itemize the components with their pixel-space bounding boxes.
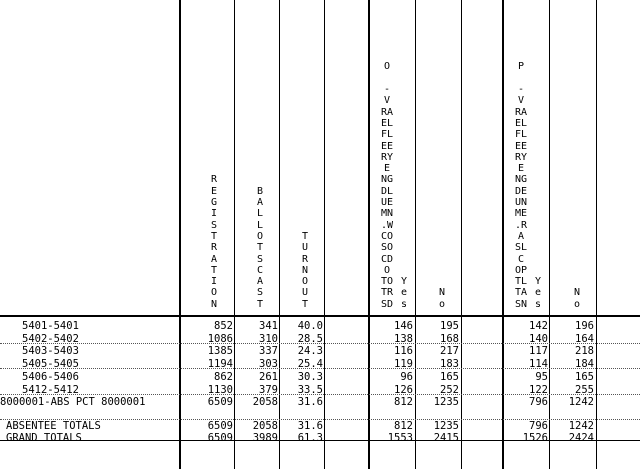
header-text: Y e s	[534, 276, 542, 310]
cell-registration: 6509	[207, 432, 233, 444]
cell-p-yes: 1526	[522, 432, 548, 444]
cell-turnout: 31.6	[297, 420, 323, 432]
cell-o-yes: 138	[394, 332, 413, 345]
cell-p-yes: 122	[529, 383, 548, 396]
cell-ballots: 337	[259, 345, 278, 358]
cell-p-yes: 142	[529, 320, 548, 332]
cell-registration: 852	[214, 320, 233, 332]
cell-o-yes: 1553	[387, 432, 413, 444]
header-ballots-cast	[252, 0, 268, 310]
cell-o-yes: 116	[394, 345, 413, 358]
cell-p-no: 1242	[568, 396, 594, 409]
cell-p-yes: 117	[529, 345, 548, 358]
cell-ballots: 303	[259, 358, 278, 371]
header-text: B A L L O T S	[256, 185, 264, 265]
header-prop-o-title	[377, 0, 397, 310]
cell-turnout: 25.4	[297, 358, 323, 371]
cell-p-no: 196	[575, 320, 594, 332]
row-label: 5402-5402	[22, 332, 79, 345]
cell-turnout: 24.3	[297, 345, 323, 358]
cell-registration: 1086	[207, 332, 233, 345]
row-label: 5412-5412	[22, 383, 79, 396]
cell-o-no: 1235	[433, 420, 459, 432]
cell-o-no: 217	[440, 345, 459, 358]
cell-ballots: 2058	[252, 420, 278, 432]
header-text: Y e s	[400, 276, 408, 310]
cell-registration: 1385	[207, 345, 233, 358]
cell-turnout: 31.6	[297, 396, 323, 409]
cell-o-no: 195	[440, 320, 459, 332]
row-label: 5403-5403	[22, 345, 79, 358]
cell-ballots: 310	[259, 332, 278, 345]
header-prop-o-no	[434, 0, 450, 310]
cell-registration: 862	[214, 370, 233, 383]
cell-p-no: 165	[575, 370, 594, 383]
cell-p-yes: 796	[529, 396, 548, 409]
cell-o-no: 168	[440, 332, 459, 345]
header-text: C A S T	[256, 264, 264, 310]
cell-o-yes: 812	[394, 420, 413, 432]
header-text: P - V RA EL FL EE RY E NG DE UN ME .R A SL C OP TL TA SN	[514, 61, 528, 310]
row-label: ABSENTEE TOTALS	[6, 420, 101, 432]
rule-after-p-no	[596, 0, 597, 469]
cell-p-no: 255	[575, 383, 594, 396]
header-rule	[0, 315, 640, 317]
row-label: 8000001-ABS PCT 8000001	[0, 396, 146, 409]
cell-p-no: 1242	[568, 420, 594, 432]
cell-registration: 6509	[207, 420, 233, 432]
header-text: O - V RA EL FL EE RY E NG DL UE MN .W CO SO CD O TO TR SD	[380, 61, 394, 310]
cell-o-yes: 126	[394, 383, 413, 396]
cell-ballots: 379	[259, 383, 278, 396]
cell-p-no: 184	[575, 358, 594, 371]
cell-registration: 6509	[207, 396, 233, 409]
cell-p-yes: 796	[529, 420, 548, 432]
row-label: 5406-5406	[22, 370, 79, 383]
header-registration	[206, 0, 222, 310]
cell-o-yes: 812	[394, 396, 413, 409]
cell-ballots: 261	[259, 370, 278, 383]
cell-p-no: 164	[575, 332, 594, 345]
rule-after-turnout	[324, 0, 325, 469]
cell-turnout: 28.5	[297, 332, 323, 345]
header-text: N o	[573, 287, 581, 310]
row-label: 5401-5401	[22, 320, 79, 332]
cell-o-no: 1235	[433, 396, 459, 409]
cell-registration: 1130	[207, 383, 233, 396]
cell-ballots: 3989	[252, 432, 278, 444]
cell-p-yes: 95	[535, 370, 548, 383]
header-text: R E G I S T R A T I O N	[210, 174, 218, 310]
row-label: GRAND TOTALS	[6, 432, 82, 444]
cell-o-yes: 119	[394, 358, 413, 371]
cell-o-no: 2415	[433, 432, 459, 444]
cell-o-yes: 96	[400, 370, 413, 383]
cell-turnout: 30.3	[297, 370, 323, 383]
cell-p-no: 2424	[568, 432, 594, 444]
cell-o-no: 252	[440, 383, 459, 396]
cell-registration: 1194	[207, 358, 233, 371]
cell-turnout: 40.0	[297, 320, 323, 332]
cell-turnout: 61.3	[297, 432, 323, 444]
row-label: 5405-5405	[22, 358, 79, 371]
header-prop-p-no	[569, 0, 585, 310]
cell-ballots: 341	[259, 320, 278, 332]
header-prop-p-title	[511, 0, 531, 310]
cell-p-no: 218	[575, 345, 594, 358]
cell-p-yes: 114	[529, 358, 548, 371]
header-turnout	[297, 0, 313, 310]
header-prop-o-yes	[396, 0, 412, 310]
cell-o-no: 183	[440, 358, 459, 371]
cell-o-no: 165	[440, 370, 459, 383]
cell-o-yes: 146	[394, 320, 413, 332]
header-text: N o	[438, 287, 446, 310]
cell-turnout: 33.5	[297, 383, 323, 396]
rule-after-o-no	[461, 0, 462, 469]
header-prop-p-yes	[530, 0, 546, 310]
cell-p-yes: 140	[529, 332, 548, 345]
cell-ballots: 2058	[252, 396, 278, 409]
header-text: T U R N O U T	[301, 230, 309, 310]
